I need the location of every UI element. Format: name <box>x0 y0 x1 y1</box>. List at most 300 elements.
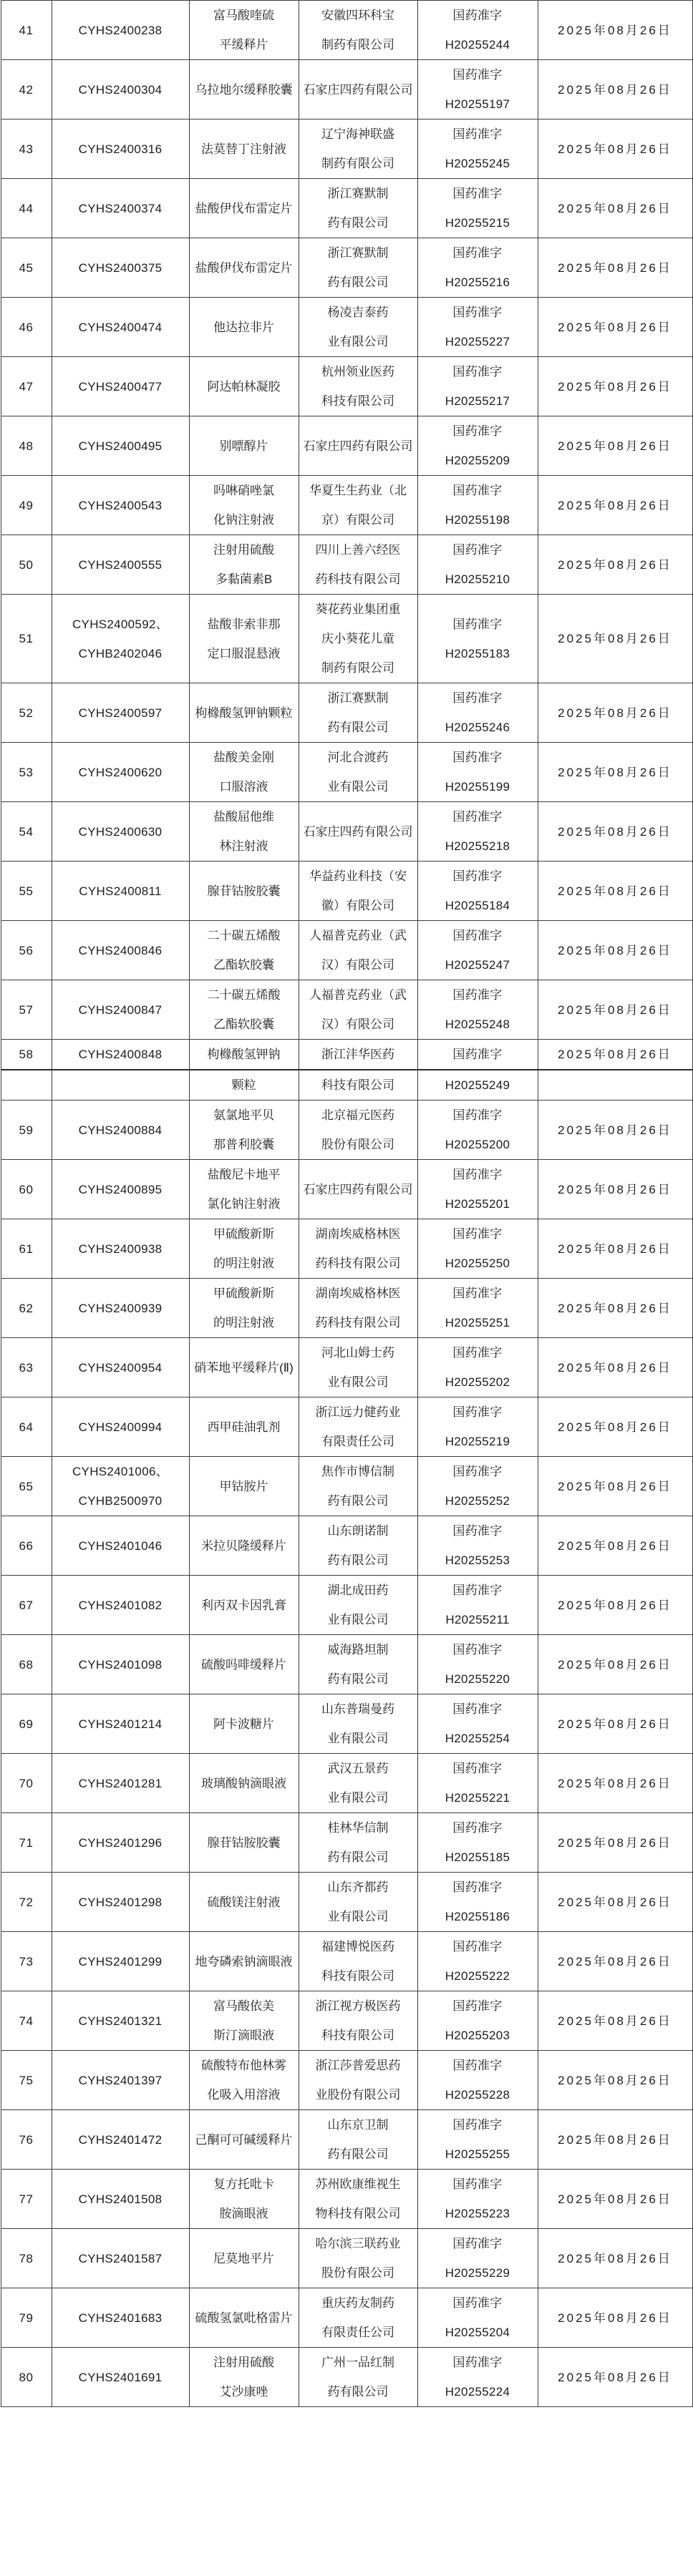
row-number-cell <box>1 60 52 119</box>
table-row <box>1 1694 692 1754</box>
row-number: 62 <box>19 1301 34 1315</box>
acceptance-number-cell <box>52 416 189 476</box>
row-number-cell <box>1 1813 52 1873</box>
table-row <box>1 2288 692 2348</box>
acceptance-number-cell <box>52 1873 189 1932</box>
approval-number-cell <box>417 683 538 743</box>
drug-name-cell <box>189 1991 299 2051</box>
company-name: 人福普克药业（武汉）有限公司 <box>309 988 407 1031</box>
company-name-cell <box>299 1635 417 1694</box>
table-row <box>1 1873 692 1932</box>
row-number: 76 <box>19 2132 34 2147</box>
approval-prefix: 国药准字 <box>452 1643 503 1657</box>
approval-number: H20255204 <box>445 2326 510 2339</box>
row-number: 72 <box>19 1895 34 1909</box>
approval-date: 2025年08月26日 <box>558 1420 672 1434</box>
approval-date-cell <box>538 921 692 980</box>
company-name-cell <box>299 2348 417 2407</box>
company-name-cell <box>299 2051 417 2110</box>
approval-number: H20255202 <box>445 1375 510 1389</box>
approval-prefix: 国药准字 <box>452 1584 503 1597</box>
row-number-cell <box>1 1516 52 1576</box>
approval-date: 2025年08月26日 <box>558 498 672 512</box>
drug-name: 硫酸氢氯吡格雷片 <box>195 2311 293 2325</box>
row-number-cell <box>1 2170 52 2229</box>
acceptance-number-second: CYHB2500970 <box>78 1494 163 1508</box>
drug-name: 富马酸喹硫平缓释片 <box>213 9 274 52</box>
approval-date: 2025年08月26日 <box>558 706 672 720</box>
acceptance-number-cell <box>52 1991 189 2051</box>
approval-number: H20255251 <box>445 1316 510 1330</box>
drug-name: 别嘌醇片 <box>219 439 268 453</box>
drug-name-cell <box>189 1040 299 1070</box>
row-number-cell <box>1 1101 52 1160</box>
company-name-cell <box>299 1457 417 1516</box>
company-name-cell <box>299 802 417 862</box>
table-row <box>1 1160 692 1219</box>
approval-date: 2025年08月26日 <box>558 1048 672 1061</box>
acceptance-number-cell <box>52 862 189 921</box>
company-name-cell <box>299 921 417 980</box>
row-number: 63 <box>19 1360 34 1375</box>
drug-name-cell <box>189 2051 299 2110</box>
row-number: 57 <box>19 1002 34 1017</box>
acceptance-number-cell <box>52 535 189 595</box>
approval-number-cell <box>417 535 538 595</box>
acceptance-number-cell <box>52 1397 189 1457</box>
company-name-cell <box>299 1694 417 1754</box>
approval-prefix: 国药准字 <box>452 1762 503 1775</box>
table-row <box>1 1101 692 1160</box>
approval-date: 2025年08月26日 <box>558 23 672 37</box>
drug-name: 吗啉硝唑氯化钠注射液 <box>213 484 274 527</box>
drug-name: 盐酸非索非那定口服混悬液 <box>207 617 281 660</box>
approval-number: H20255247 <box>445 958 510 972</box>
approval-prefix: 国药准字 <box>452 9 503 22</box>
company-name: 浙江莎普爱思药业股份有限公司 <box>315 2059 401 2102</box>
approval-number: H20255198 <box>445 513 510 527</box>
acceptance-number: CYHS2400474 <box>78 320 163 334</box>
row-number-cell <box>1 357 52 416</box>
approval-number: H20255186 <box>445 1910 510 1923</box>
approval-prefix: 国药准字 <box>452 2059 503 2072</box>
acceptance-number-cell <box>52 476 189 535</box>
drug-name: 西甲硅油乳剂 <box>207 1420 281 1434</box>
drug-name-cell <box>189 862 299 921</box>
company-name: 石家庄四药有限公司 <box>303 439 413 453</box>
drug-name: 盐酸尼卡地平氯化钠注射液 <box>207 1168 281 1211</box>
drug-name: 己酮可可碱缓释片 <box>195 2132 293 2147</box>
row-number: 54 <box>19 824 34 839</box>
company-name-cell <box>299 2110 417 2170</box>
approval-date-cell <box>538 1991 692 2051</box>
table-row <box>1 298 692 357</box>
approval-number: H20255199 <box>445 780 510 794</box>
row-number-cell <box>1 2051 52 2110</box>
acceptance-number: CYHS2400316 <box>78 142 163 156</box>
table-row <box>1 683 692 743</box>
acceptance-number-cell <box>52 238 189 298</box>
approval-prefix: 国药准字 <box>452 127 503 141</box>
approval-number-cell <box>417 1932 538 1991</box>
acceptance-number-cell <box>52 743 189 802</box>
drug-name-cell <box>189 921 299 980</box>
approval-number: H20255200 <box>445 1138 510 1151</box>
acceptance-number-cell <box>52 1101 189 1160</box>
drug-name: 尼莫地平片 <box>213 2251 274 2265</box>
approval-prefix: 国药准字 <box>452 1168 503 1181</box>
approval-date: 2025年08月26日 <box>558 1776 672 1790</box>
approval-number: H20255222 <box>445 1969 510 1983</box>
approval-date-cell <box>538 2170 692 2229</box>
approval-date-cell <box>538 1101 692 1160</box>
row-number: 78 <box>19 2251 34 2265</box>
approval-prefix: 国药准字 <box>452 1999 503 2013</box>
acceptance-number-cell <box>52 1635 189 1694</box>
row-number-cell <box>1 119 52 179</box>
approval-date: 2025年08月26日 <box>558 824 672 839</box>
acceptance-number-second: CYHB2402046 <box>78 646 163 660</box>
approval-date: 2025年08月26日 <box>558 1241 672 1256</box>
acceptance-number: CYHS2400543 <box>78 498 163 512</box>
approval-number-cell <box>417 2288 538 2348</box>
approval-date-cell <box>538 1160 692 1219</box>
drug-name: 米拉贝隆缓释片 <box>201 1538 286 1553</box>
company-name: 安徽四环科宝制药有限公司 <box>321 9 394 52</box>
approval-number: H20255228 <box>445 2088 510 2102</box>
approval-number-cell <box>417 1813 538 1873</box>
approval-date: 2025年08月26日 <box>558 2014 672 2028</box>
row-number-cell <box>1 1338 52 1397</box>
company-name: 威海路坦制药有限公司 <box>327 1643 389 1686</box>
acceptance-number-cell <box>52 179 189 238</box>
approval-number-cell <box>417 238 538 298</box>
row-number: 44 <box>19 201 34 215</box>
table-row <box>1 60 692 119</box>
approval-date-cell <box>538 1813 692 1873</box>
approval-prefix: 国药准字 <box>452 2296 503 2310</box>
acceptance-number: CYHS2401214 <box>78 1717 163 1731</box>
approval-number: H20255217 <box>445 394 510 408</box>
approval-number: H20255248 <box>445 1018 510 1031</box>
drug-name: 他达拉非片 <box>213 320 274 334</box>
approval-date-cell <box>538 802 692 862</box>
approval-date-cell <box>538 1219 692 1279</box>
approval-number-cell <box>417 1279 538 1338</box>
company-name: 山东朗诺制药有限公司 <box>327 1524 389 1567</box>
company-name-cell <box>299 119 417 179</box>
acceptance-number-cell <box>52 2288 189 2348</box>
row-number: 48 <box>19 439 34 453</box>
acceptance-number: CYHS2401298 <box>78 1895 163 1909</box>
approval-date: 2025年08月26日 <box>558 201 672 215</box>
approval-date: 2025年08月26日 <box>558 2251 672 2265</box>
approval-date: 2025年08月26日 <box>558 1538 672 1553</box>
approval-number: H20255203 <box>445 2029 510 2042</box>
approval-prefix: 国药准字 <box>452 1880 503 1894</box>
row-number-cell <box>1 298 52 357</box>
row-number-cell <box>1 179 52 238</box>
company-name: 湖北成田药业有限公司 <box>327 1584 389 1626</box>
company-name: 华夏生生药业（北京）有限公司 <box>309 484 407 527</box>
company-name: 四川上善六经医药科技有限公司 <box>315 543 401 586</box>
acceptance-number: CYHS2400994 <box>78 1420 163 1434</box>
table-row <box>1 2348 692 2407</box>
drug-name: 枸橼酸氢钾钠颗粒 <box>195 706 293 720</box>
acceptance-number-cell <box>52 2229 189 2288</box>
approval-prefix: 国药准字 <box>452 929 503 942</box>
acceptance-number: CYHS2400375 <box>78 260 163 275</box>
approval-prefix: 国药准字 <box>452 543 503 557</box>
drug-name: 复方托吡卡胺滴眼液 <box>213 2177 274 2220</box>
approval-date: 2025年08月26日 <box>558 557 672 572</box>
approval-number: H20255254 <box>445 1732 510 1745</box>
row-number-cell <box>1 1219 52 1279</box>
acceptance-number: CYHS2400848 <box>78 1048 163 1061</box>
acceptance-number-cell <box>52 1040 189 1070</box>
row-number-cell <box>1 1754 52 1813</box>
approval-date-cell <box>538 476 692 535</box>
company-name: 华益药业科技（安徽）有限公司 <box>309 869 407 912</box>
row-number-cell <box>1 1397 52 1457</box>
approval-prefix: 国药准字 <box>452 187 503 200</box>
table-row <box>1 1991 692 2051</box>
drug-name: 阿卡波糖片 <box>213 1717 274 1731</box>
approval-prefix: 国药准字 <box>452 484 503 497</box>
approval-date-cell <box>538 1397 692 1457</box>
company-name-cell <box>299 1576 417 1635</box>
table-row <box>1 1 692 60</box>
approval-prefix: 国药准字 <box>452 246 503 260</box>
approval-number-cell <box>417 1576 538 1635</box>
drug-name: 注射用硫酸多黏菌素B <box>213 543 274 586</box>
approval-date: 2025年08月26日 <box>558 1479 672 1493</box>
company-name: 湖南埃威格林医药科技有限公司 <box>315 1287 401 1330</box>
approval-number-cell <box>417 862 538 921</box>
drug-name-cell <box>189 743 299 802</box>
row-number: 64 <box>19 1420 34 1434</box>
approval-number-cell <box>417 1040 538 1070</box>
drug-name: 富马酸依美斯汀滴眼液 <box>213 1999 274 2042</box>
approval-date: 2025年08月26日 <box>558 1360 672 1375</box>
approval-date-cell <box>538 2051 692 2110</box>
approval-number: H20255184 <box>445 899 510 912</box>
row-number-cell <box>1 980 52 1040</box>
drug-name: 甲硫酸新斯的明注射液 <box>213 1227 274 1270</box>
approval-date-cell <box>538 2288 692 2348</box>
company-name-cell <box>299 1040 417 1070</box>
approval-date: 2025年08月26日 <box>558 1717 672 1731</box>
acceptance-number: CYHS2400847 <box>78 1002 163 1017</box>
row-number: 67 <box>19 1598 34 1612</box>
approval-date-cell <box>538 1932 692 1991</box>
approval-date: 2025年08月26日 <box>558 82 672 97</box>
approval-number-cell <box>417 119 538 179</box>
table-row <box>1 1338 692 1397</box>
approval-prefix: 国药准字 <box>452 691 503 705</box>
row-number: 58 <box>19 1048 34 1061</box>
approval-date-cell <box>538 1457 692 1516</box>
drug-name: 盐酸美金刚口服溶液 <box>213 751 274 794</box>
table-row <box>1 862 692 921</box>
row-number-cell <box>1 2288 52 2348</box>
drug-name-cell <box>189 2229 299 2288</box>
company-name-cell <box>299 1279 417 1338</box>
table-row <box>1 357 692 416</box>
table-row <box>1 595 692 683</box>
approval-prefix: 国药准字 <box>452 68 503 82</box>
approval-prefix: 国药准字 <box>452 810 503 824</box>
company-name-cell <box>299 1070 417 1101</box>
drug-name-cell <box>189 1813 299 1873</box>
company-name-cell <box>299 179 417 238</box>
approval-number-cell <box>417 1397 538 1457</box>
company-name-cell <box>299 1338 417 1397</box>
drug-name: 玻璃酸钠滴眼液 <box>201 1776 286 1790</box>
company-name: 广州一品红制药有限公司 <box>321 2356 394 2399</box>
row-number: 77 <box>19 2192 34 2206</box>
drug-name: 甲钴胺片 <box>219 1479 268 1493</box>
approval-prefix: 国药准字 <box>452 1465 503 1478</box>
company-name-cell <box>299 60 417 119</box>
table-row <box>1 416 692 476</box>
drug-name-cell <box>189 179 299 238</box>
acceptance-number-cell <box>52 1160 189 1219</box>
approval-number: H20255219 <box>445 1435 510 1448</box>
approval-number-cell <box>417 298 538 357</box>
acceptance-number: CYHS2400374 <box>78 201 163 215</box>
drug-name-cell <box>189 1279 299 1338</box>
acceptance-number-cell <box>52 1070 189 1101</box>
approval-number-cell <box>417 1338 538 1397</box>
company-name-cell <box>299 1873 417 1932</box>
company-name-cell <box>299 862 417 921</box>
approval-date-cell <box>538 595 692 683</box>
acceptance-number-cell <box>52 1694 189 1754</box>
drug-name-cell <box>189 2110 299 2170</box>
approval-date-cell <box>538 1 692 60</box>
approval-prefix: 国药准字 <box>452 306 503 319</box>
row-number: 51 <box>19 632 34 645</box>
drug-name: 注射用硫酸艾沙康唑 <box>213 2356 274 2399</box>
company-name: 山东普瑞曼药业有限公司 <box>321 1702 394 1745</box>
approval-date-cell <box>538 298 692 357</box>
acceptance-number-cell <box>52 60 189 119</box>
acceptance-number: CYHS2401587 <box>78 2251 163 2265</box>
acceptance-number: CYHS2400555 <box>78 557 163 572</box>
approval-date-cell <box>538 60 692 119</box>
acceptance-number: CYHS2401691 <box>78 2370 163 2384</box>
row-number-cell <box>1 1576 52 1635</box>
approval-number-cell <box>417 357 538 416</box>
acceptance-number-cell <box>52 980 189 1040</box>
company-name: 浙江赛默制药有限公司 <box>327 691 389 734</box>
approval-prefix: 国药准字 <box>452 1940 503 1953</box>
approval-date-cell <box>538 1338 692 1397</box>
acceptance-number-cell <box>52 2110 189 2170</box>
acceptance-number-cell <box>52 357 189 416</box>
approval-number: H20255218 <box>445 839 510 853</box>
approval-number-cell <box>417 1160 538 1219</box>
row-number-cell <box>1 2110 52 2170</box>
row-number: 61 <box>19 1241 34 1256</box>
acceptance-number: CYHS2400477 <box>78 379 163 394</box>
approval-date-cell <box>538 1873 692 1932</box>
row-number-cell <box>1 743 52 802</box>
approval-number: H20255253 <box>445 1553 510 1567</box>
approval-number: H20255223 <box>445 2207 510 2220</box>
row-number-cell <box>1 1160 52 1219</box>
approval-number-cell <box>417 179 538 238</box>
drug-name-cell <box>189 1754 299 1813</box>
drug-name-cell <box>189 683 299 743</box>
acceptance-number-cell <box>52 298 189 357</box>
approval-number-cell <box>417 921 538 980</box>
approval-date-cell <box>538 119 692 179</box>
drug-name: 甲硫酸新斯的明注射液 <box>213 1287 274 1330</box>
acceptance-number: CYHS2401397 <box>78 2073 163 2087</box>
approval-date: 2025年08月26日 <box>558 884 672 898</box>
row-number-cell <box>1 238 52 298</box>
acceptance-number-cell <box>52 2170 189 2229</box>
approval-date-cell <box>538 1070 692 1101</box>
acceptance-number: CYHS2401046 <box>78 1538 163 1553</box>
company-name-cell <box>299 743 417 802</box>
approval-number-cell <box>417 2110 538 2170</box>
approval-number-cell <box>417 802 538 862</box>
row-number-cell <box>1 862 52 921</box>
drug-name: 硝苯地平缓释片(Ⅱ) <box>194 1360 294 1375</box>
approval-prefix: 国药准字 <box>452 988 503 1002</box>
drug-name-cell <box>189 476 299 535</box>
company-name: 石家庄四药有限公司 <box>303 824 413 839</box>
approval-number-cell <box>417 2229 538 2288</box>
acceptance-number: CYHS2400304 <box>78 82 163 97</box>
approval-date-cell <box>538 416 692 476</box>
approval-date-cell <box>538 743 692 802</box>
drug-name: 腺苷钴胺胶囊 <box>207 1835 281 1850</box>
approval-date: 2025年08月26日 <box>558 320 672 334</box>
acceptance-number: CYHS2401321 <box>78 2014 163 2028</box>
approval-number-cell <box>417 1694 538 1754</box>
company-name-cell <box>299 1932 417 1991</box>
approval-prefix: 国药准字 <box>452 1108 503 1122</box>
approval-number-cell <box>417 1070 538 1101</box>
approval-date-cell <box>538 1279 692 1338</box>
company-name: 浙江赛默制药有限公司 <box>327 187 389 230</box>
acceptance-number-cell <box>52 1338 189 1397</box>
row-number: 59 <box>19 1123 34 1137</box>
table-row <box>1 2170 692 2229</box>
acceptance-number-cell <box>52 2051 189 2110</box>
approval-date: 2025年08月26日 <box>558 379 672 394</box>
drug-approval-table <box>1 0 693 2407</box>
table-row <box>1 535 692 595</box>
drug-name-cell <box>189 60 299 119</box>
row-number-cell <box>1 1279 52 1338</box>
row-number: 56 <box>19 943 34 957</box>
acceptance-number: CYHS2400846 <box>78 943 163 957</box>
table-row <box>1 476 692 535</box>
company-name-cell <box>299 1516 417 1576</box>
approval-date: 2025年08月26日 <box>558 2192 672 2206</box>
company-name: 山东京卫制药有限公司 <box>327 2118 389 2161</box>
approval-date-cell <box>538 535 692 595</box>
company-name-cell <box>299 2288 417 2348</box>
approval-number: H20255201 <box>445 1197 510 1211</box>
row-number: 43 <box>19 142 34 156</box>
approval-number: H20255246 <box>445 721 510 734</box>
